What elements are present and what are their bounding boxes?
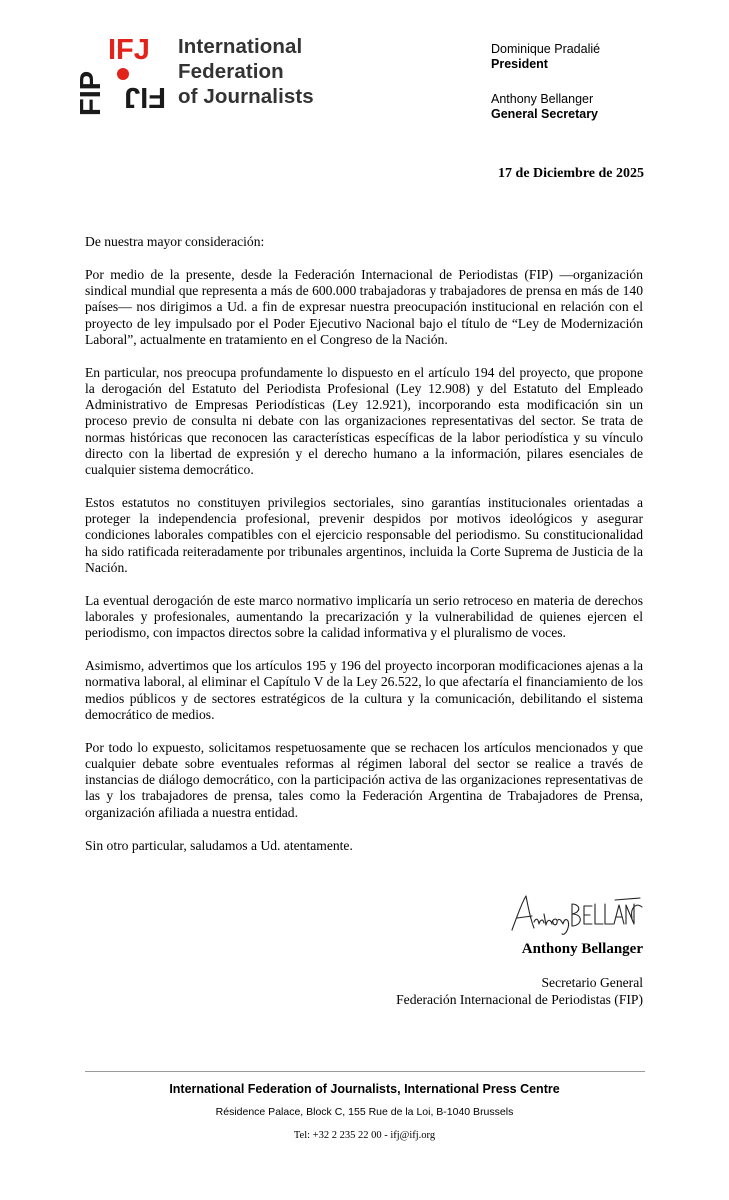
body-paragraph: Por medio de la presente, desde la Federación Internacional de Periodistas (FIP) —organización sindical mundial que representa a más de 600.000 trabajadoras y trabajadores de prensa en más de 140 países— nos dirigimos a Ud. a fin de expresar nuestra preocupación institucional en relación con el proyecto de ley impulsado por el Poder Ejecutivo Nacional bajo el título de “Ley de Modernización Laboral”, actualmente en tratamiento en el Congreso de la Nación. <box>85 267 643 347</box>
logo-line-1: International <box>178 35 303 58</box>
body-paragraph: Por todo lo expuesto, solicitamos respetuosamente que se rechacen los artículos mencionados y que cualquier debate sobre eventuales reformas al régimen laboral del sector se realice a través de instancias de diálogo democrático, con la participación activa de las organizaciones representativas de las y los trabajadores de prensa, tales como la Federación Argentina de Trabajadores de Prensa, organización afiliada a nuestra entidad. <box>85 739 643 820</box>
logo-line-2: Federation <box>178 60 284 83</box>
footer-divider <box>85 1071 645 1072</box>
body-paragraph: La eventual derogación de este marco normativo implicaría un serio retroceso en materia de derechos laborales y profesionales, aumentando la precarización y la vulnerabilidad de quienes ejercen el periodismo, con impactos directos sobre la calidad informativa y el pluralismo de voces. <box>85 592 643 641</box>
logo-wordmark <box>178 34 314 109</box>
signatory-name: Anthony Bellanger <box>521 941 643 957</box>
salutation: De nuestra mayor consideración: <box>85 234 265 249</box>
body-paragraph: Asimismo, advertimos que los artículos 195 y 196 del proyecto incorporan modificaciones ajenas a la normativa laboral, al eliminar el Capítulo V de la Ley 26.522, lo que afectaría el financiamiento de los medios públicos y de sectores estratégicos de la cultura y la comunicación, debilitando el sistema democrático de medios. <box>85 658 643 722</box>
secretary-name: Anthony Bellanger <box>491 92 594 106</box>
logo-fij-letters: FIJ <box>124 81 166 113</box>
letter-body <box>85 234 643 871</box>
body-paragraph: Estos estatutos no constituyen privilegios sectoriales, sino garantías institucionales orientadas a proteger la independencia profesional, prevenir despidos por motivos ideológicos y asegurar condiciones laborales compatibles con el ejercicio responsable del periodismo. Su constitucionalidad ha sido ratificada reiteradamente por tribunales argentinos, incluida la Corte Suprema de Justicia de la Nación. <box>85 495 643 575</box>
closing: Sin otro particular, saludamos a Ud. atentamente. <box>85 837 353 853</box>
logo-ifj-letters: IFJ <box>108 34 150 66</box>
president-name: Dominique Pradalié <box>491 42 601 56</box>
logo-red-dot <box>117 68 129 80</box>
footer-address: Résidence Palace, Block C, 155 Rue de la Loi, B-1040 Brussels <box>215 1106 514 1118</box>
logo-fip-letters: FIP <box>75 70 107 116</box>
signatory-organization: Federación Internacional de Periodistas (FIP) <box>396 991 643 1007</box>
signatory-title <box>396 975 643 1008</box>
secretary-title: General Secretary <box>491 107 599 121</box>
president-title: President <box>491 57 548 71</box>
handwritten-signature <box>508 892 643 938</box>
body-paragraph: En particular, nos preocupa profundamente lo dispuesto en el artículo 194 del proyecto, que propone la derogación del Estatuto del Periodista Profesional (Ley 12.908) y del Estatuto del Empleado Administrativo de Empresas Periodísticas (Ley 12.921), incorporando esta modificación sin un proceso previo de consulta ni debate con las organizaciones representativas del sector. Se trata de normas históricas que reconocen las características específicas de la labor periodística y su vínculo directo con la libertad de expresión y el derecho humano a la información, pilares esenciales de cualquier sistema democrático. <box>85 364 643 478</box>
footer-organization: International Federation of Journalists, International Press Centre <box>169 1082 560 1096</box>
letter-date: 17 de Diciembre de 2025 <box>498 166 644 181</box>
footer-contact: Tel: +32 2 235 22 00 - ifj@ifj.org <box>293 1130 436 1141</box>
officers-block <box>491 42 600 122</box>
logo-line-3: of Journalists <box>178 85 314 108</box>
signatory-role: Secretario General <box>541 975 643 990</box>
